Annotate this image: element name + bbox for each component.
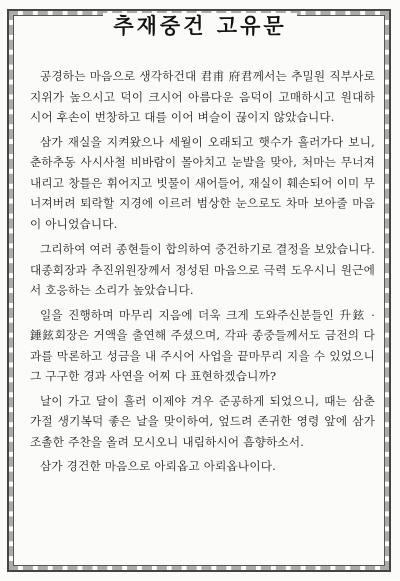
document-title: 추재중건 고유문 [103,13,296,38]
document-body [30,66,375,481]
paragraph: 그리하여 여러 종현들이 합의하여 중건하기로 결정을 보았습니다. 대종회장과 추진위원장께서 정성된 마음으로 극력 도우시니 원근에서 호응하는 소리가 높았습니다. [30,242,375,297]
paragraph: 삼가 경건한 마음으로 아뢰옵고 아뢰옵나이다. [40,459,277,473]
paragraph: 삼가 재실을 지켜왔으나 세월이 오래되고 햇수가 흘러가다 보니, 춘하추동 사시사철 비바람이 몰아치고 눈발을 맞아, 처마는 무너져 내리고 창틀은 휘어지고 빗물이 새어들어, 재실이 훼손되어 이미 무너져버려 퇴락할 지경에 이르러 범상한 눈으로도 차마 보아줄 마음이 아니었습니다. [30,134,375,231]
paragraph: 공경하는 마음으로 생각하건대 君甫 府君께서는 추밀원 직부사로 지위가 높으시고 덕이 크시어 아름다운 음덕이 고매하시고 원대하시어 후손이 번창하고 대를 이어 벼슬이 끊이지 않았습니다. [30,69,375,124]
paragraph: 일을 진행하며 마무리 지음에 더욱 크게 도와주신분들인 升鉉 · 錘鉉회장은 거액을 출연해 주셨으며, 각파 종중들께서도 금전의 다과를 막론하고 성금을 내 주시어 사업을 끝마무리 지을 수 있었으니 그 구구한 경과 사연을 어찌 다 표현하겠습니까? [30,307,375,383]
document-title-wrap [0,10,400,40]
paragraph: 날이 가고 달이 흘러 이제야 겨우 준공하게 되었으니, 때는 삼춘가절 생기복덕 좋은 날을 맞이하여, 엎드려 존귀한 영령 앞에 삼가 조촐한 주찬을 올려 모시오니 내림하시어 흠향하소서. [30,393,375,449]
